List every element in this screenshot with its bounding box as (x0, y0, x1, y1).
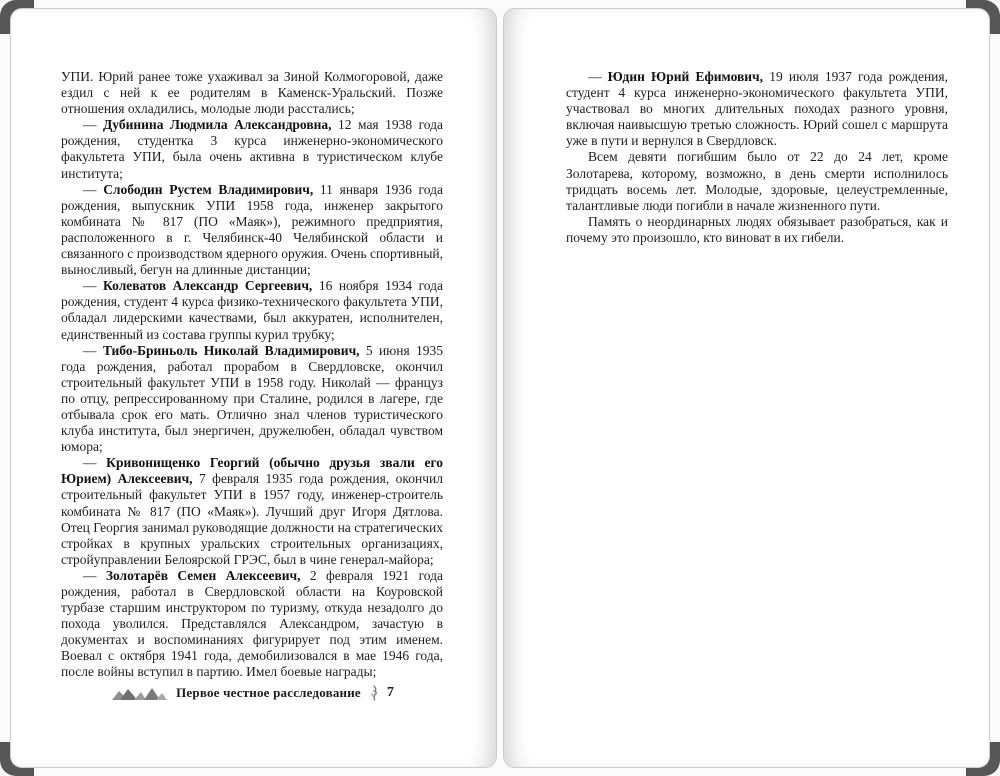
right-page (503, 8, 990, 768)
paragraph: — Золотарёв Семен Алексеевич, 2 февраля 1921 года рождения, работал в Свердловской области на Коуровской турбазе старшим инструктором по туризму, откуда незадолго до похода уволился. Представлялся Александром, зачастую в документах и воспоминаниях фигурирует под этим именем. Воевал с октября 1941 года, демобилизовался в мае 1946 года, после войны вступил в партию. Имел боевые награды; (61, 567, 444, 680)
mountains-icon (110, 687, 168, 700)
paragraph: — Тибо-Бриньоль Николай Владимирович, 5 июня 1935 года рождения, работал прорабом в Свердловске, окончил строительный факультет УПИ в 1958 году. Николай — француз по отцу, репрессированному при Сталине, родился в лагере, где отбывала срок его мать. Отлично знал членов туристического клуба института, был энергичен, дружелюбен, обладал чувством юмора; (61, 342, 443, 455)
person-name: Тибо-Бриньоль Николай Владимирович, (102, 342, 360, 358)
edelweiss-icon (369, 685, 379, 701)
paragraph: — Кривонищенко Георгий (обычно друзья звали его Юрием) Алексеевич, 7 февраля 1935 года рождения, окончил строительный факультет УПИ в 1957 году, инженер-строитель комбината № 817 (ПО «Маяк»). Лучший друг Игоря Дятлова. Отец Георгия занимал руководящие должности на стратегических стройках в крупных уральских строительных организациях, стройуправлении Белоярской ГРЭС, был в чине генерал-майора; (61, 455, 444, 567)
person-name: Колеватов Александр Сергеевич, (103, 278, 313, 294)
left-page-text (61, 69, 443, 681)
paragraph: Память о неординарных людях обязывает разобраться, как и почему это произошло, кто виноват в их гибели. (566, 213, 948, 245)
paragraph: УПИ. Юрий ранее тоже ухаживал за Зиной Колмогоровой, даже ездил с ней к ее родителям в Каменск-Уральский. Позже отношения охладились, молодые люди расстались; (61, 69, 443, 117)
paragraph: Всем девяти погибшим было от 22 до 24 лет, кроме Золотарева, которому, возможно, в день смерти исполнилось тридцать восемь лет. Молодые, здоровые, целеустремленные, талантливые люди погибли в начале жизненного пути. (566, 149, 948, 213)
person-name: Слободин Рустем Владимирович, (103, 181, 314, 197)
person-name: Кривонищенко Георгий (обычно друзья звали его Юрием) Алексеевич, (61, 455, 444, 487)
paragraph: — Юдин Юрий Ефимович, 19 июля 1937 года рождения, студент 4 курса инженерно-экономического факультета УПИ, участвовал во многих длительных походах разного уровня, включая наивысшую третью сложность. Юрий сошел с маршрута уже в пути и вернулся в Свердловск. (566, 69, 948, 149)
right-page-text (566, 69, 948, 246)
paragraph: — Колеватов Александр Сергеевич, 16 ноября 1934 года рождения, студент 4 курса физико-технического факультета УПИ, обладал лидерскими качествами, был аккуратен, исполнителен, единственный из состава группы курил трубку; (61, 278, 444, 342)
page-number: 7 (386, 685, 394, 700)
person-name: Золотарёв Семен Алексеевич, (105, 567, 301, 583)
paragraph: — Слободин Рустем Владимирович, 11 января 1936 года рождения, выпускник УПИ 1958 года, инженер закрытого комбината № 817 (ПО «Маяк»), режимного предприятия, расположенного в г. Челябинск-40 Челябинской области и связанного с производством ядерного оружия. Очень спортивный, выносливый, бегун на длинные дистанции; (61, 181, 443, 278)
person-name: Юдин Юрий Ефимович, (607, 69, 764, 84)
person-name: Дубинина Людмила Александровна, (102, 117, 332, 133)
running-title: Первое честное расследование (176, 685, 361, 700)
page-footer (61, 685, 443, 701)
paragraph: — Дубинина Людмила Александровна, 12 мая 1938 года рождения, студентка 3 курса инженерно-экономического факультета УПИ, была очень активна в туристическом клубе института; (61, 117, 444, 181)
left-page (10, 8, 497, 768)
